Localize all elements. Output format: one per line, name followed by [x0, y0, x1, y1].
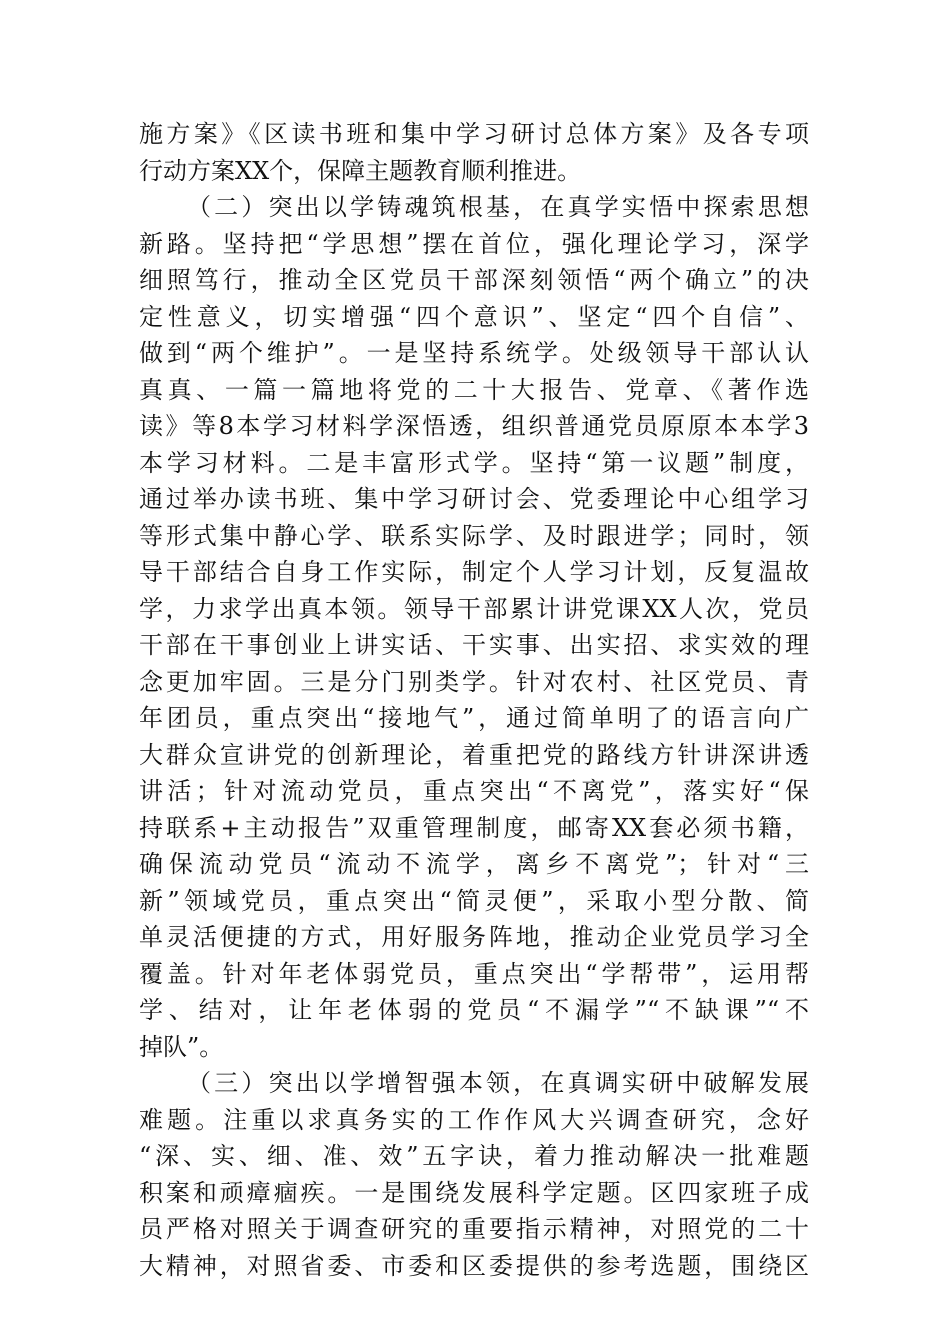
paragraph-2 [139, 189, 809, 1065]
text-line: 定性意义，切实增强“四个意识”、坚定“四个自信”、 [139, 302, 809, 331]
text-line: 积案和顽瘴痼疾。一是围绕发展科学定题。区四家班子成 [139, 1178, 809, 1207]
paragraph-1-continuation [139, 116, 809, 189]
text-line: 读》等8本学习材料学深悟透，组织普通党员原原本本学3 [139, 412, 809, 440]
text-line: 大精神，对照省委、市委和区委提供的参考选题，围绕区 [139, 1251, 809, 1280]
text-line: 年团员，重点突出“接地气”，通过简单明了的语言向广 [139, 704, 809, 732]
text-line: 通过举办读书班、集中学习研讨会、党委理论中心组学习 [139, 485, 809, 513]
text-line: 学、结对，让年老体弱的党员“不漏学”“不缺课”“不 [139, 996, 809, 1024]
text-line: 员严格对照关于调查研究的重要指示精神，对照党的二十 [139, 1215, 809, 1243]
text-line: “深、实、细、准、效”五字诀，着力推动解决一批难题 [139, 1142, 809, 1170]
text-line: 单灵活便捷的方式，用好服务阵地，推动企业党员学习全 [139, 923, 809, 951]
text-line: 持联系+主动报告”双重管理制度，邮寄XX套必须书籍， [139, 813, 809, 842]
text-line: 确保流动党员“流动不流学，离乡不离党”；针对“三 [139, 850, 809, 878]
text-line: （二）突出以学铸魂筑根基，在真学实悟中探索思想 [187, 193, 809, 221]
text-line: 难题。注重以求真务实的工作作风大兴调查研究，念好 [139, 1105, 809, 1134]
text-line: 等形式集中静心学、联系实际学、及时跟进学；同时，领 [139, 521, 809, 550]
text-line: 念更加牢固。三是分门别类学。针对农村、社区党员、青 [139, 667, 809, 696]
text-line: 干部在干事创业上讲实话、干实事、出实招、求实效的理 [139, 631, 809, 659]
text-line: 掉队”。 [139, 1032, 224, 1061]
text-line: 细照笃行，推动全区党员干部深刻领悟“两个确立”的决 [139, 266, 809, 294]
text-line: 真真、一篇一篇地将党的二十大报告、党章、《著作选 [139, 375, 809, 404]
text-line: 本学习材料。二是丰富形式学。坚持“第一议题”制度， [139, 448, 809, 477]
text-line: 讲活；针对流动党员，重点突出“不离党”，落实好“保 [139, 777, 809, 805]
text-line: 覆盖。针对年老体弱党员，重点突出“学帮带”，运用帮 [139, 959, 809, 988]
text-line: 导干部结合自身工作实际，制定个人学习计划，反复温故 [139, 558, 809, 586]
text-line: （三）突出以学增智强本领，在真调实研中破解发展 [187, 1069, 809, 1097]
paragraph-3 [139, 1065, 809, 1284]
text-line: 做到“两个维护”。一是坚持系统学。处级领导干部认认 [139, 339, 809, 367]
text-line: 大群众宣讲党的创新理论，着重把党的路线方针讲深讲透 [139, 740, 809, 769]
text-line: 学，力求学出真本领。领导干部累计讲党课XX人次，党员 [139, 594, 809, 623]
text-line: 行动方案XX个，保障主题教育顺利推进。 [139, 156, 582, 185]
text-line: 施方案》《区读书班和集中学习研讨总体方案》及各专项 [139, 120, 809, 148]
text-line: 新路。坚持把“学思想”摆在首位，强化理论学习，深学 [139, 229, 809, 258]
document-body [139, 116, 809, 1284]
text-line: 新”领域党员，重点突出“简灵便”，采取小型分散、简 [139, 886, 809, 915]
